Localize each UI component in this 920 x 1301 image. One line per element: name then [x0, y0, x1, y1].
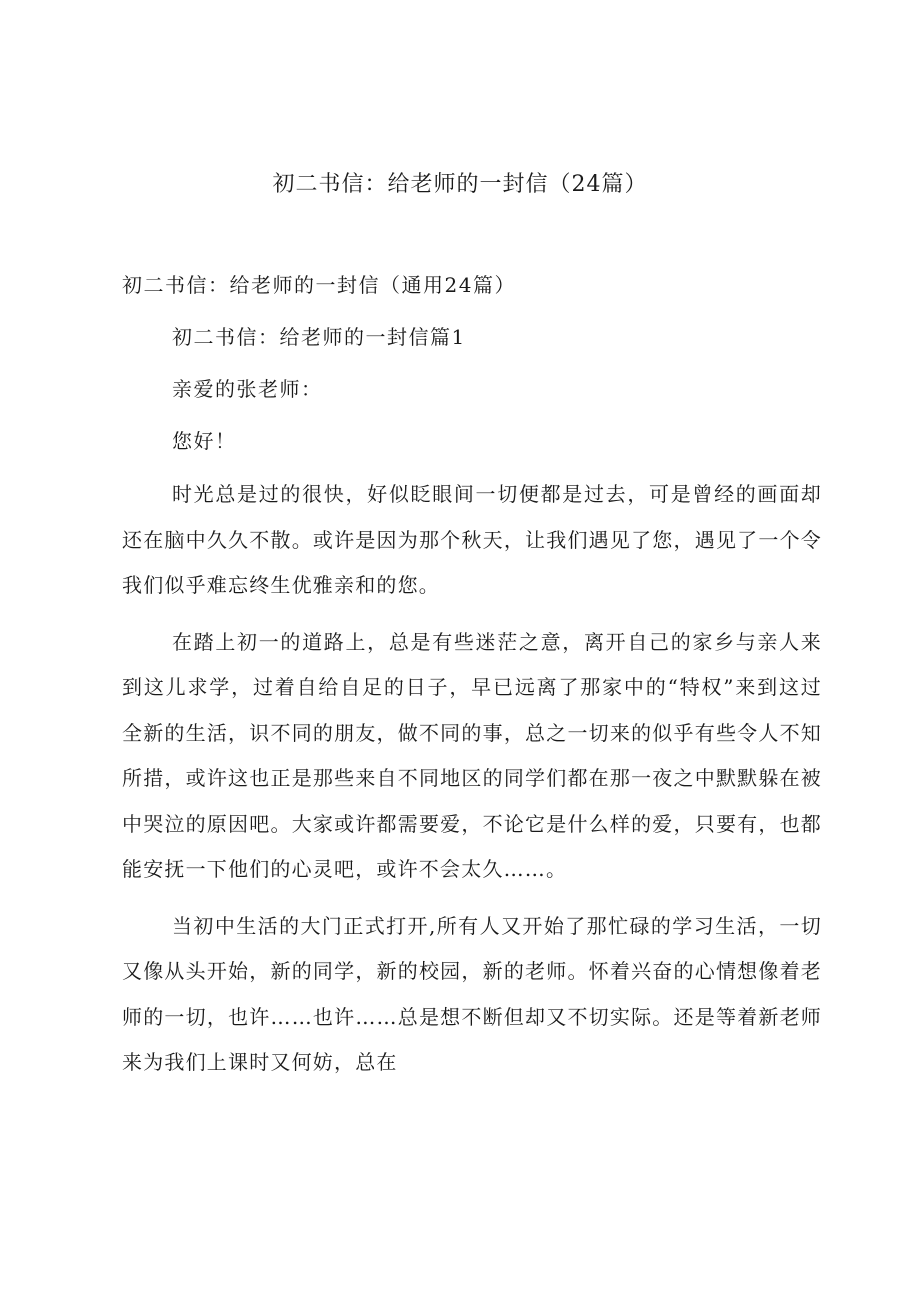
body-paragraph: 时光总是过的很快，好似眨眼间一切便都是过去，可是曾经的画面却还在脑中久久不散。或许是因为那个秋天，让我们遇见了您，遇见了一个令我们似乎难忘终生优雅亲和的您。: [122, 482, 822, 597]
body-paragraph: 在踏上初一的道路上，总是有些迷茫之意，离开自己的家乡与亲人来到这儿求学，过着自给自足的日子，早已远离了那家中的“特权”来到这过全新的生活，识不同的朋友，做不同的事，总之一切来的似乎有些令人不知所措，或许这也正是那些来自不同地区的同学们都在那一夜之中默默躲在被中哭泣的原因吧。大家或许都需要爱，不论它是什么样的爱，只要有，也都能安抚一下他们的心灵吧，或许不会太久……。: [122, 629, 822, 881]
document-title: 初二书信：给老师的一封信（24篇）: [272, 172, 648, 197]
document-body: [122, 264, 822, 1097]
section-heading: 初二书信：给老师的一封信篇1: [172, 325, 466, 349]
letter-salutation: 亲爱的张老师：: [172, 377, 323, 401]
body-paragraph: 当初中生活的大门正式打开,所有人又开始了那忙碌的学习生活，一切又像从头开始，新的同学，新的校园，新的老师。怀着兴奋的心情想像着老师的一切，也许……也许……总是想不断但却又不切实际。还是等着新老师来为我们上课时又何妨，总在: [122, 913, 822, 1074]
document-subtitle: 初二书信：给老师的一封信（通用24篇）: [122, 273, 516, 297]
letter-greeting: 您好！: [172, 429, 237, 453]
